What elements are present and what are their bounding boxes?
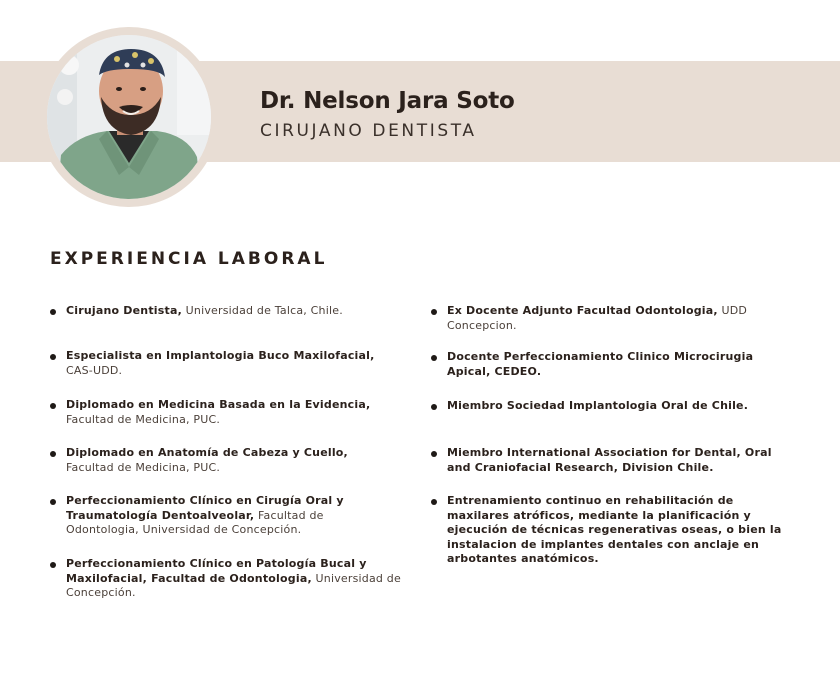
item-title: Diplomado en Medicina Basada en la Evidencia, <box>66 398 371 411</box>
bullet-icon <box>50 403 56 409</box>
bullet-icon <box>431 355 437 361</box>
item-detail: Facultad de Odontologia, Universidad de Concepción. <box>66 508 324 537</box>
list-item <box>66 446 396 475</box>
item-title: Perfeccionamiento Clínico en Cirugía Oral y Traumatología Dentoalveolar, <box>66 494 344 522</box>
item-title: Miembro International Association for Dental, Oral and Craniofacial Research, Division Chile. <box>447 446 772 474</box>
doctor-role: CIRUJANO DENTISTA <box>260 121 477 141</box>
item-detail: Universidad de Talca, Chile. <box>181 304 343 317</box>
item-detail: Universidad de Concepción. <box>66 571 401 600</box>
list-item <box>66 349 396 378</box>
bullet-icon <box>431 451 437 457</box>
item-title: Miembro Sociedad Implantologia Oral de Chile. <box>447 399 749 412</box>
bullet-icon <box>431 404 437 410</box>
item-title: Ex Docente Adjunto Facultad Odontologia, <box>447 304 718 317</box>
list-item <box>66 494 396 538</box>
bullet-icon <box>431 499 437 505</box>
bullet-icon <box>431 309 437 315</box>
doctor-name: Dr. Nelson Jara Soto <box>260 88 515 114</box>
item-title: Docente Perfeccionamiento Clinico Microcirugia Apical, CEDEO. <box>447 350 754 378</box>
profile-photo-illustration <box>47 35 211 199</box>
item-detail: Facultad de Medicina, PUC. <box>66 460 221 474</box>
item-title: Cirujano Dentista, <box>66 304 182 317</box>
list-item <box>447 494 782 567</box>
list-item <box>447 446 772 475</box>
bullet-icon <box>50 499 56 505</box>
item-detail: UDD Concepcion. <box>447 304 748 332</box>
list-item <box>447 399 787 414</box>
list-item <box>66 304 396 319</box>
item-detail: Facultad de Medicina, PUC. <box>66 412 221 426</box>
item-title: Perfeccionamiento Clínico en Patología Bucal y Maxilofacial, Facultad de Odontologia, <box>66 557 367 585</box>
profile-photo <box>47 35 211 199</box>
list-item <box>66 557 401 601</box>
item-title: Especialista en Implantologia Buco Maxilofacial, <box>66 349 375 362</box>
bullet-icon <box>50 451 56 457</box>
item-title: Diplomado en Anatomía de Cabeza y Cuello, <box>66 446 348 459</box>
item-title: Entrenamiento continuo en rehabilitación de maxilares atróficos, mediante la planificación y ejecución de técnicas regenerativas oseas, o bien la instalacion de implantes dentales con anclaje en arbotantes anatómicos. <box>447 494 782 566</box>
item-detail: CAS-UDD. <box>66 363 123 377</box>
list-item <box>447 350 767 379</box>
list-item <box>66 398 396 427</box>
bullet-icon <box>50 354 56 360</box>
bullet-icon <box>50 309 56 315</box>
list-item <box>447 304 777 333</box>
section-title: EXPERIENCIA LABORAL <box>50 249 328 269</box>
bullet-icon <box>50 562 56 568</box>
